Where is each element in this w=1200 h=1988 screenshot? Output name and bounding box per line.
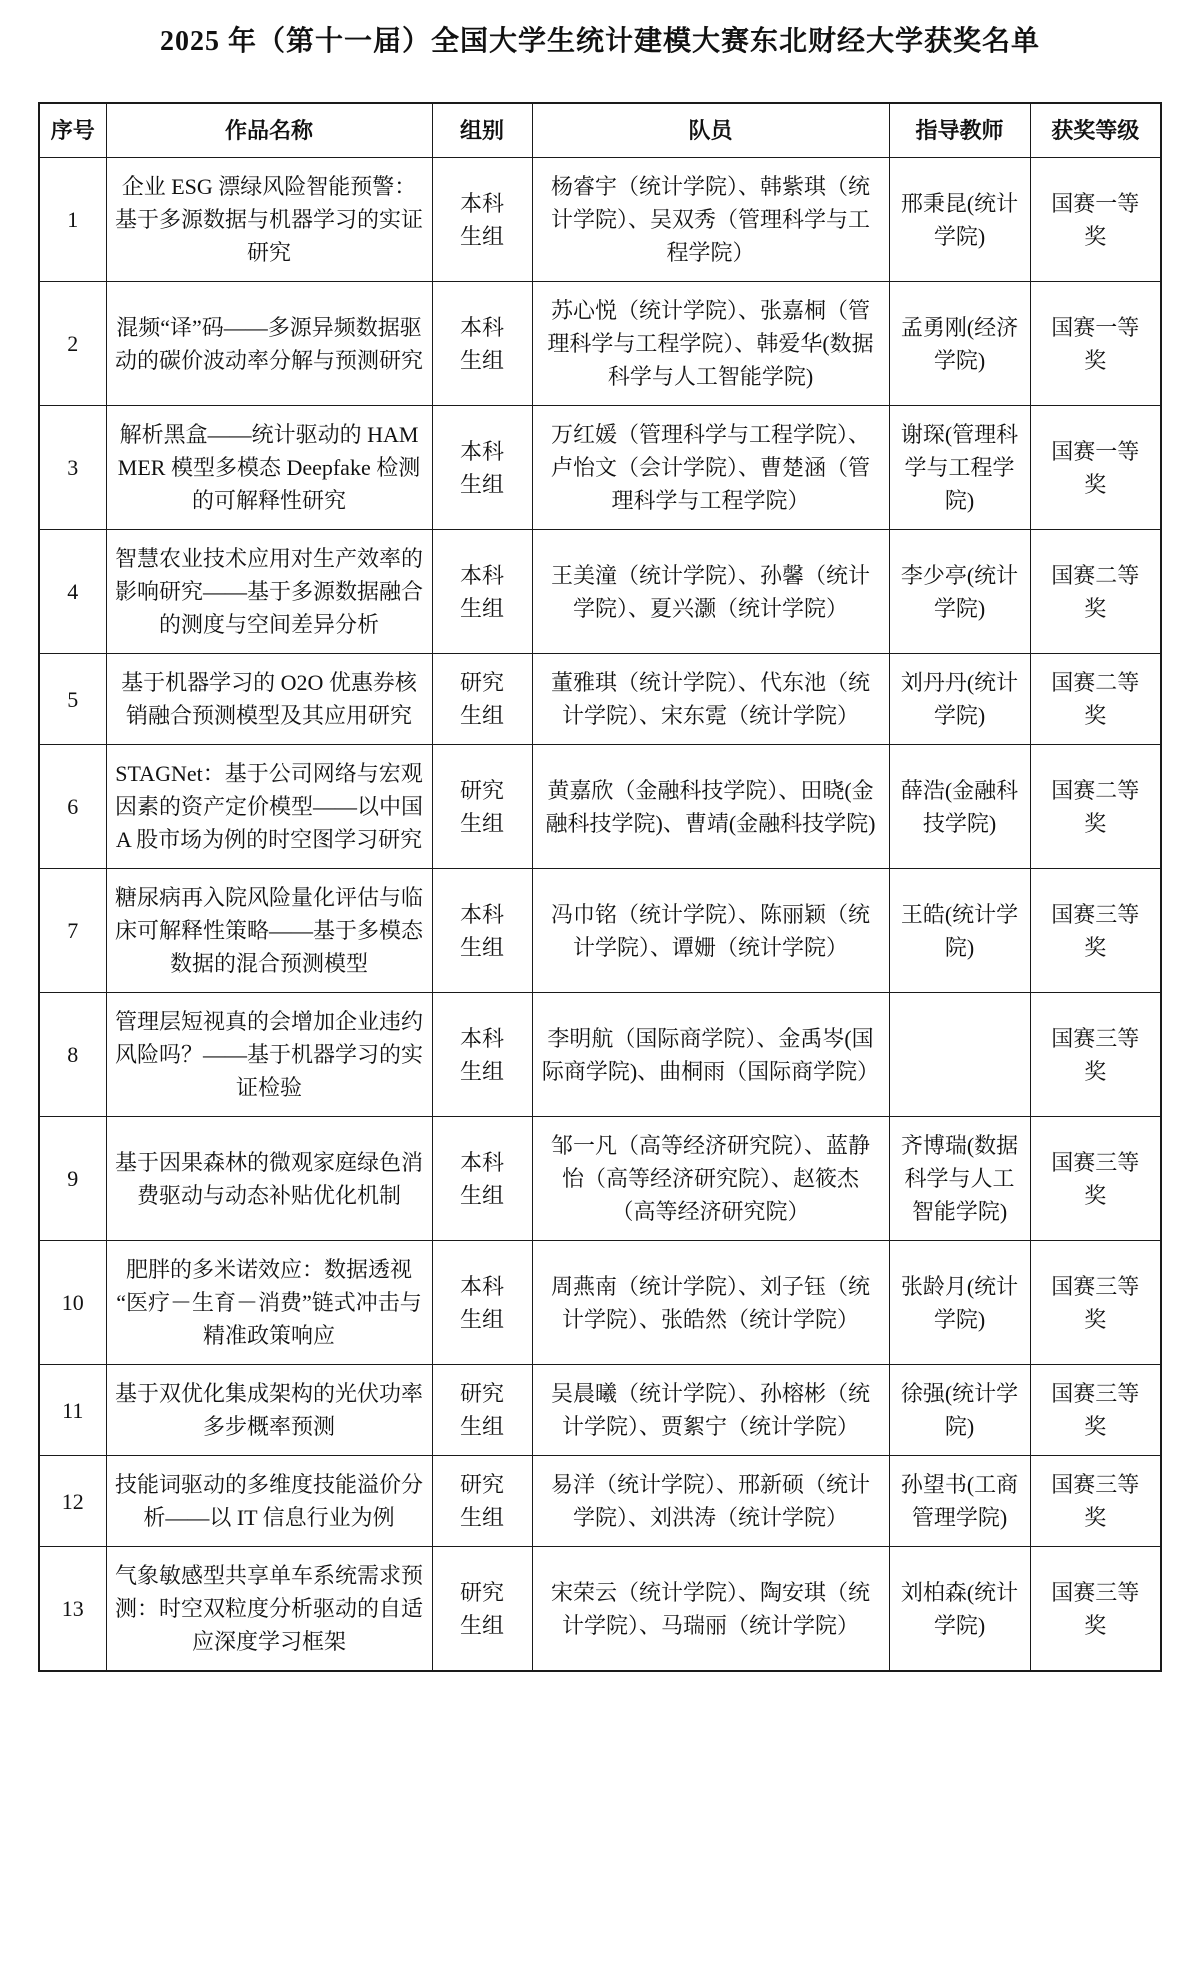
cell-award: 国赛三等奖 <box>1030 1241 1161 1365</box>
cell-group: 研究生组 <box>432 1365 532 1456</box>
cell-advisor: 刘柏森(统计学院) <box>889 1547 1030 1672</box>
cell-members: 万红媛（管理科学与工程学院）、卢怡文（会计学院）、曹楚涵（管理科学与工程学院） <box>532 406 889 530</box>
cell-award: 国赛二等奖 <box>1030 654 1161 745</box>
cell-advisor: 谢琛(管理科学与工程学院) <box>889 406 1030 530</box>
cell-no: 2 <box>39 282 106 406</box>
cell-no: 12 <box>39 1456 106 1547</box>
cell-title: 基于双优化集成架构的光伏功率多步概率预测 <box>106 1365 432 1456</box>
cell-award: 国赛三等奖 <box>1030 1365 1161 1456</box>
cell-award: 国赛二等奖 <box>1030 530 1161 654</box>
cell-award: 国赛二等奖 <box>1030 745 1161 869</box>
cell-title: 技能词驱动的多维度技能溢价分析——以 IT 信息行业为例 <box>106 1456 432 1547</box>
column-header-group: 组别 <box>432 103 532 158</box>
cell-group: 本科生组 <box>432 1117 532 1241</box>
table-row <box>39 530 1161 654</box>
cell-group: 研究生组 <box>432 654 532 745</box>
cell-members: 周燕南（统计学院）、刘子钰（统计学院）、张皓然（统计学院） <box>532 1241 889 1365</box>
cell-group: 本科生组 <box>432 530 532 654</box>
column-header-title: 作品名称 <box>106 103 432 158</box>
cell-group: 研究生组 <box>432 1456 532 1547</box>
cell-members: 董雅琪（统计学院）、代东池（统计学院）、宋东霓（统计学院） <box>532 654 889 745</box>
column-header-members: 队员 <box>532 103 889 158</box>
cell-title: 基于因果森林的微观家庭绿色消费驱动与动态补贴优化机制 <box>106 1117 432 1241</box>
table-row <box>39 1365 1161 1456</box>
table-row <box>39 993 1161 1117</box>
cell-members: 吴晨曦（统计学院）、孙榕彬（统计学院）、贾絮宁（统计学院） <box>532 1365 889 1456</box>
cell-advisor: 邢秉昆(统计学院) <box>889 158 1030 282</box>
table-row <box>39 406 1161 530</box>
cell-no: 10 <box>39 1241 106 1365</box>
cell-advisor: 薛浩(金融科技学院) <box>889 745 1030 869</box>
cell-no: 5 <box>39 654 106 745</box>
cell-title: 解析黑盒——统计驱动的 HAMMER 模型多模态 Deepfake 检测的可解释性研究 <box>106 406 432 530</box>
cell-award: 国赛三等奖 <box>1030 869 1161 993</box>
table-row <box>39 654 1161 745</box>
cell-advisor: 孟勇刚(经济学院) <box>889 282 1030 406</box>
cell-advisor: 齐博瑞(数据科学与人工智能学院) <box>889 1117 1030 1241</box>
cell-members: 苏心悦（统计学院）、张嘉桐（管理科学与工程学院）、韩爱华(数据科学与人工智能学院) <box>532 282 889 406</box>
cell-advisor <box>889 993 1030 1117</box>
cell-no: 3 <box>39 406 106 530</box>
cell-award: 国赛一等奖 <box>1030 282 1161 406</box>
table-row <box>39 1456 1161 1547</box>
cell-title: 管理层短视真的会增加企业违约风险吗？——基于机器学习的实证检验 <box>106 993 432 1117</box>
table-row <box>39 282 1161 406</box>
cell-no: 1 <box>39 158 106 282</box>
cell-no: 11 <box>39 1365 106 1456</box>
cell-title: 气象敏感型共享单车系统需求预测：时空双粒度分析驱动的自适应深度学习框架 <box>106 1547 432 1672</box>
cell-advisor: 张龄月(统计学院) <box>889 1241 1030 1365</box>
table-row <box>39 1547 1161 1672</box>
cell-no: 13 <box>39 1547 106 1672</box>
cell-title: 企业 ESG 漂绿风险智能预警：基于多源数据与机器学习的实证研究 <box>106 158 432 282</box>
cell-advisor: 孙望书(工商管理学院) <box>889 1456 1030 1547</box>
cell-title: 糖尿病再入院风险量化评估与临床可解释性策略——基于多模态数据的混合预测模型 <box>106 869 432 993</box>
cell-members: 黄嘉欣（金融科技学院）、田晓(金融科技学院)、曹靖(金融科技学院) <box>532 745 889 869</box>
cell-group: 本科生组 <box>432 406 532 530</box>
cell-members: 王美潼（统计学院）、孙馨（统计学院）、夏兴灏（统计学院） <box>532 530 889 654</box>
cell-advisor: 李少亭(统计学院) <box>889 530 1030 654</box>
cell-members: 易洋（统计学院）、邢新硕（统计学院）、刘洪涛（统计学院） <box>532 1456 889 1547</box>
cell-title: 混频“译”码——多源异频数据驱动的碳价波动率分解与预测研究 <box>106 282 432 406</box>
cell-members: 杨睿宇（统计学院）、韩紫琪（统计学院）、吴双秀（管理科学与工程学院） <box>532 158 889 282</box>
table-header-row <box>39 103 1161 158</box>
cell-members: 冯巾铭（统计学院）、陈丽颖（统计学院）、谭姗（统计学院） <box>532 869 889 993</box>
award-table <box>38 102 1162 1672</box>
cell-members: 邹一凡（高等经济研究院）、蓝静怡（高等经济研究院）、赵筱杰（高等经济研究院） <box>532 1117 889 1241</box>
cell-no: 9 <box>39 1117 106 1241</box>
cell-award: 国赛三等奖 <box>1030 1456 1161 1547</box>
cell-title: 智慧农业技术应用对生产效率的影响研究——基于多源数据融合的测度与空间差异分析 <box>106 530 432 654</box>
table-row <box>39 745 1161 869</box>
cell-no: 4 <box>39 530 106 654</box>
cell-group: 研究生组 <box>432 1547 532 1672</box>
cell-advisor: 徐强(统计学院) <box>889 1365 1030 1456</box>
cell-award: 国赛一等奖 <box>1030 158 1161 282</box>
cell-advisor: 王皓(统计学院) <box>889 869 1030 993</box>
cell-group: 本科生组 <box>432 1241 532 1365</box>
table-row <box>39 1241 1161 1365</box>
cell-group: 本科生组 <box>432 869 532 993</box>
cell-title: STAGNet：基于公司网络与宏观因素的资产定价模型——以中国 A 股市场为例的时空图学习研究 <box>106 745 432 869</box>
cell-group: 研究生组 <box>432 745 532 869</box>
table-row <box>39 158 1161 282</box>
cell-no: 7 <box>39 869 106 993</box>
cell-title: 肥胖的多米诺效应：数据透视“医疗－生育－消费”链式冲击与精准政策响应 <box>106 1241 432 1365</box>
cell-award: 国赛三等奖 <box>1030 1547 1161 1672</box>
cell-no: 6 <box>39 745 106 869</box>
cell-no: 8 <box>39 993 106 1117</box>
cell-members: 李明航（国际商学院）、金禹岑(国际商学院)、曲桐雨（国际商学院） <box>532 993 889 1117</box>
column-header-award: 获奖等级 <box>1030 103 1161 158</box>
cell-award: 国赛三等奖 <box>1030 1117 1161 1241</box>
page-title: 2025 年（第十一届）全国大学生统计建模大赛东北财经大学获奖名单 <box>159 26 1040 57</box>
column-header-advisor: 指导教师 <box>889 103 1030 158</box>
cell-title: 基于机器学习的 O2O 优惠券核销融合预测模型及其应用研究 <box>106 654 432 745</box>
column-header-no: 序号 <box>39 103 106 158</box>
cell-group: 本科生组 <box>432 282 532 406</box>
table-row <box>39 1117 1161 1241</box>
cell-members: 宋荣云（统计学院）、陶安琪（统计学院）、马瑞丽（统计学院） <box>532 1547 889 1672</box>
cell-advisor: 刘丹丹(统计学院) <box>889 654 1030 745</box>
table-row <box>39 869 1161 993</box>
cell-group: 本科生组 <box>432 158 532 282</box>
cell-award: 国赛三等奖 <box>1030 993 1161 1117</box>
cell-group: 本科生组 <box>432 993 532 1117</box>
cell-award: 国赛一等奖 <box>1030 406 1161 530</box>
